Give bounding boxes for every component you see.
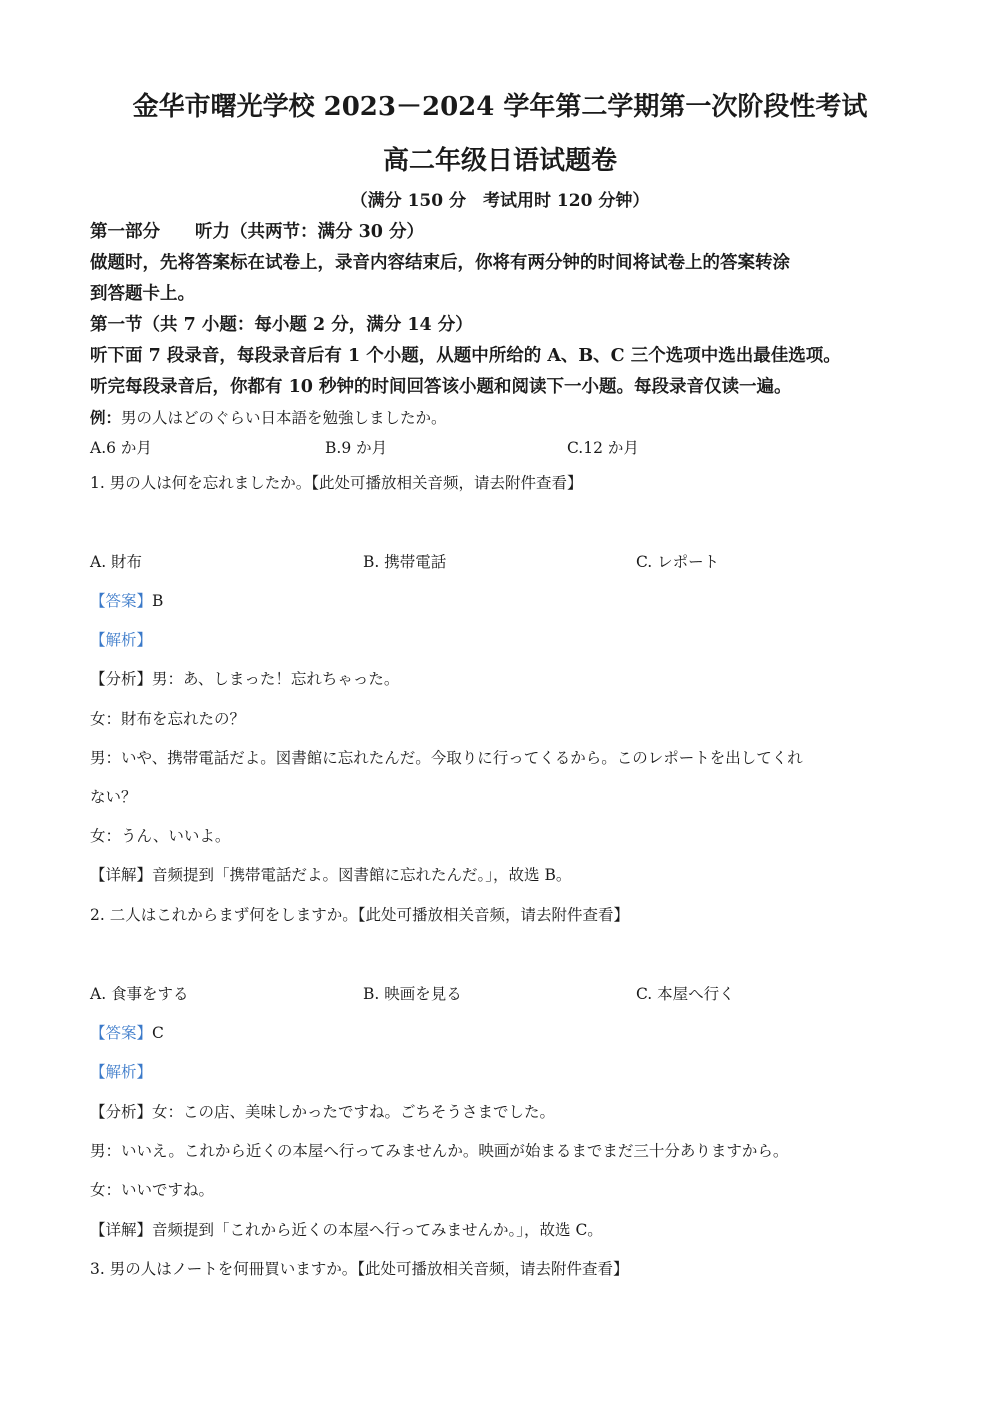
q2-option-c: C. 本屋へ行く <box>636 985 735 1003</box>
q2-dialogue-line1 <box>90 1100 555 1122</box>
dialogue-text: 女：この店、美味しかったですね。ごちそうさまでした。 <box>152 1103 556 1121</box>
question-2-stem: 2. 二人はこれからまず何をしますか。【此处可播放相关音频，请去附件查看】 <box>90 906 629 924</box>
exam-subtitle: 高二年级日语试题卷 <box>382 146 617 176</box>
detail-label: 【详解】 <box>90 1221 153 1239</box>
fenxi-label: 【分析】 <box>90 670 153 688</box>
q1-analysis-label: 【解析】 <box>90 631 153 649</box>
q1-detail <box>90 863 571 885</box>
example-option-c: C.12 か月 <box>567 439 639 457</box>
dialogue-text: 男：あ、しまった！忘れちゃった。 <box>152 670 400 688</box>
example-question-text: 男の人はどのぐらい日本語を勉強しましたか。 <box>121 409 447 427</box>
answer-label: 【答案】 <box>90 1024 153 1042</box>
detail-text: 音频提到「携帯電話だよ。図書館に忘れたんだ。」，故选 B。 <box>152 866 572 884</box>
detail-text: 音频提到「これから近くの本屋へ行ってみませんか。」，故选 C。 <box>152 1221 603 1239</box>
q1-option-b: B. 携帯電話 <box>363 553 447 571</box>
q2-answer <box>90 1021 164 1043</box>
q2-option-b: B. 映画を見る <box>363 985 462 1003</box>
q2-detail <box>90 1218 603 1240</box>
example-question <box>90 406 447 428</box>
example-option-b: B.9 か月 <box>325 439 388 457</box>
q1-dialogue-line1 <box>90 667 399 689</box>
answer-value: C <box>152 1024 164 1042</box>
section1-instruction-line1: 听下面 7 段录音，每段录音后有 1 个小题，从题中所给的 A、B、C 三个选项中选出最佳选项。 <box>90 346 841 366</box>
q1-option-c: C. レポート <box>636 553 720 571</box>
q1-option-a: A. 財布 <box>90 553 143 571</box>
example-option-a: A.6 か月 <box>90 439 152 457</box>
q1-dialogue-line2: 女：財布を忘れたの？ <box>90 710 246 728</box>
q1-dialogue-line5: 女：うん、いいよ。 <box>90 827 231 845</box>
part1-heading: 第一部分 听力（共两节：满分 30 分） <box>90 222 425 242</box>
q2-option-a: A. 食事をする <box>90 985 189 1003</box>
q1-dialogue-line4: ない？ <box>90 788 137 806</box>
q2-dialogue-line2: 男：いいえ。これから近くの本屋へ行ってみませんか。映画が始まるまでまだ三十分ありますから。 <box>90 1142 789 1160</box>
score-time-note: （满分 150 分 考试用时 120 分钟） <box>350 191 650 211</box>
detail-label: 【详解】 <box>90 866 153 884</box>
question-3-stem: 3. 男の人はノートを何冊買いますか。【此处可播放相关音频，请去附件查看】 <box>90 1260 629 1278</box>
section1-heading: 第一节（共 7 小题：每小题 2 分，满分 14 分） <box>90 315 473 335</box>
answer-value: B <box>152 592 164 610</box>
answer-label: 【答案】 <box>90 592 153 610</box>
q2-analysis-label: 【解析】 <box>90 1063 153 1081</box>
fenxi-label: 【分析】 <box>90 1103 153 1121</box>
question-1-stem: 1. 男の人は何を忘れましたか。【此处可播放相关音频，请去附件查看】 <box>90 474 583 492</box>
q1-answer <box>90 589 163 611</box>
example-label: 例： <box>90 408 122 427</box>
part1-instruction-line1: 做题时，先将答案标在试卷上，录音内容结束后，你将有两分钟的时间将试卷上的答案转涂 <box>90 253 790 273</box>
q1-dialogue-line3: 男：いや、携帯電話だよ。図書館に忘れたんだ。今取りに行ってくるから。このレポートを出してくれ <box>90 749 803 767</box>
q2-dialogue-line3: 女：いいですね。 <box>90 1181 215 1199</box>
part1-instruction-line2: 到答题卡上。 <box>90 284 195 304</box>
exam-title: 金华市曙光学校 2023－2024 学年第二学期第一次阶段性考试 <box>132 92 868 122</box>
section1-instruction-line2: 听完每段录音后，你都有 10 秒钟的时间回答该小题和阅读下一小题。每段录音仅读一遍。 <box>90 377 792 397</box>
